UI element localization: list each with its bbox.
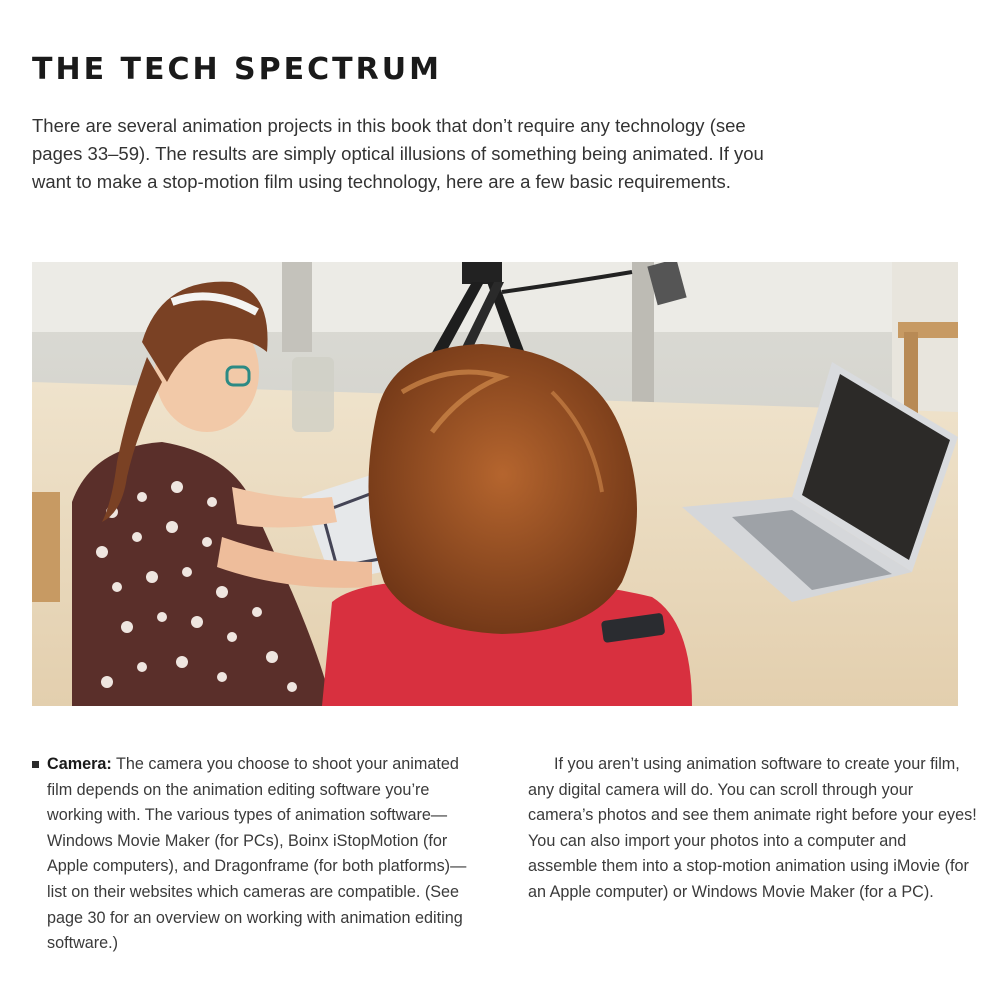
digital-camera-section (528, 752, 978, 906)
digital-camera-paragraph: If you aren’t using animation software to create your film, any digital camera will do. You can scroll through your camera’s photos and see them animate right before your eyes! You can also import your photos into a computer and assemble them into a stop-motion animation using iMovie (for an Apple computer) or Windows Movie Maker (for a PC). (528, 755, 977, 901)
camera-section (32, 752, 482, 957)
photo-children-stop-motion (32, 262, 958, 706)
camera-term: Camera: (47, 755, 112, 773)
camera-text: The camera you choose to shoot your animated film depends on the animation editing software you’re working with. The various types of animation software—Windows Movie Maker (for PCs), Boinx iStopMotion (for Apple computers), and Dragonframe (for both platforms)—list on their websites which cameras are compatible. (See page 30 for an overview on working with animation editing software.) (47, 755, 467, 953)
intro-paragraph: There are several animation projects in this book that don’t require any technology (see pages 33–59). The results are simply optical illusions of something being animated. If you want to make a stop-motion film using technology, here are a few basic requirements. (32, 115, 764, 192)
camera-paragraph (47, 752, 482, 957)
photo-illustration (32, 262, 958, 706)
bullet-square-icon (32, 761, 39, 768)
page-title: THE TECH SPECTRUM (32, 52, 442, 87)
camera-bullet-item (32, 752, 482, 957)
